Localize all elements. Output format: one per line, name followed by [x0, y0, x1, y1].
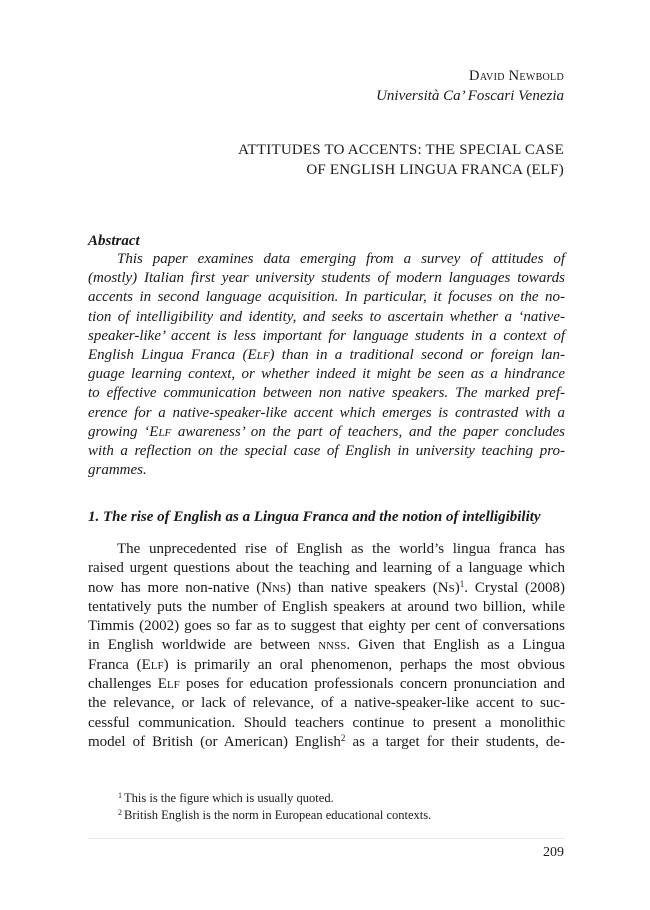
abstract-line: grammes. — [88, 462, 147, 479]
abstract-line: English Lingua Franca (Elf) than in a traditional second or foreign lan- — [88, 347, 566, 364]
body-line: raised urgent questions about the teaching and learning of a language which — [88, 560, 565, 577]
body-line: tentatively puts the number of English speakers at around two billion, while — [88, 598, 565, 615]
abstract-line: accents in second language acquisition. In particular, it focuses on the no- — [88, 289, 565, 306]
abstract-line: (mostly) Italian first year university students of modern languages towards — [88, 270, 565, 287]
abstract-line: guage learning context, or whether indeed it might be seen as a hindrance — [88, 366, 565, 383]
body-line: in English worldwide are between nnss. Given that English as a Lingua — [88, 637, 565, 654]
abstract-line: speaker-like’ accent is less important for language students in a context of — [88, 327, 565, 344]
body-line: now has more non-native (Nns) than native speakers $(Ns)^1$. Crystal (2008) — [88, 578, 566, 596]
title-line-2: OF ENGLISH LINGUA FRANCA (ELF) — [306, 162, 564, 178]
footnote-1: $^1$ This is the figure which is usually quoted. — [118, 791, 334, 805]
abstract-line: erence for a native-speaker-like accent which emerges is contrasted with a — [88, 404, 565, 421]
body-line: Timmis (2002) goes so far as to suggest that eighty per cent of conversations — [88, 618, 565, 635]
footnote-ref: 1 — [459, 578, 465, 589]
author-block — [376, 66, 564, 106]
author-name: David Newbold — [469, 68, 564, 84]
page-number: 209 — [543, 845, 564, 860]
abstract-text — [88, 250, 565, 480]
abstract-line: This paper examines data emerging from a survey of attitudes of — [117, 251, 565, 267]
title-line-1: ATTITUDES TO ACCENTS: THE SPECIAL CASE — [238, 142, 564, 158]
article-title — [238, 140, 564, 180]
footnote-2: $^2$ British English is the norm in European educational contexts. — [118, 808, 432, 822]
footnote-ref: 2 — [340, 732, 346, 743]
body-line: challenges Elf poses for education professionals concern pronunciation and — [88, 676, 565, 693]
abstract-line: with a reflection on the special case of English in university teaching pro- — [88, 443, 565, 460]
abstract-line: tion of intelligibility and identity, and seeks to ascertain whether a ‘native- — [88, 308, 565, 325]
abstract-heading: Abstract — [88, 233, 140, 249]
body-line: The unprecedented rise of English as the world’s lingua franca has — [117, 541, 565, 557]
body-line: model of British (or American) English$^2$ as a target for their students, de- — [88, 732, 565, 750]
author-affiliation: Università Ca’ Foscari Venezia — [376, 88, 564, 104]
abstract-line: to effective communication between non native speakers. The marked pref- — [88, 385, 565, 402]
footer-divider — [88, 838, 565, 839]
footnotes — [118, 790, 431, 824]
section-heading: 1. The rise of English as a Lingua Franca and the notion of intelligibility — [88, 509, 541, 525]
body-line: Franca (Elf) is primarily an oral phenomenon, perhaps the most obvious — [88, 656, 565, 673]
abstract-line: growing ‘Elf awareness’ on the part of teachers, and the paper concludes — [88, 423, 565, 440]
section-body — [88, 540, 565, 752]
body-line: the relevance, or lack of relevance, of a native-speaker-like accent to suc- — [88, 695, 565, 712]
body-line: cessful communication. Should teachers continue to present a monolithic — [88, 714, 565, 731]
